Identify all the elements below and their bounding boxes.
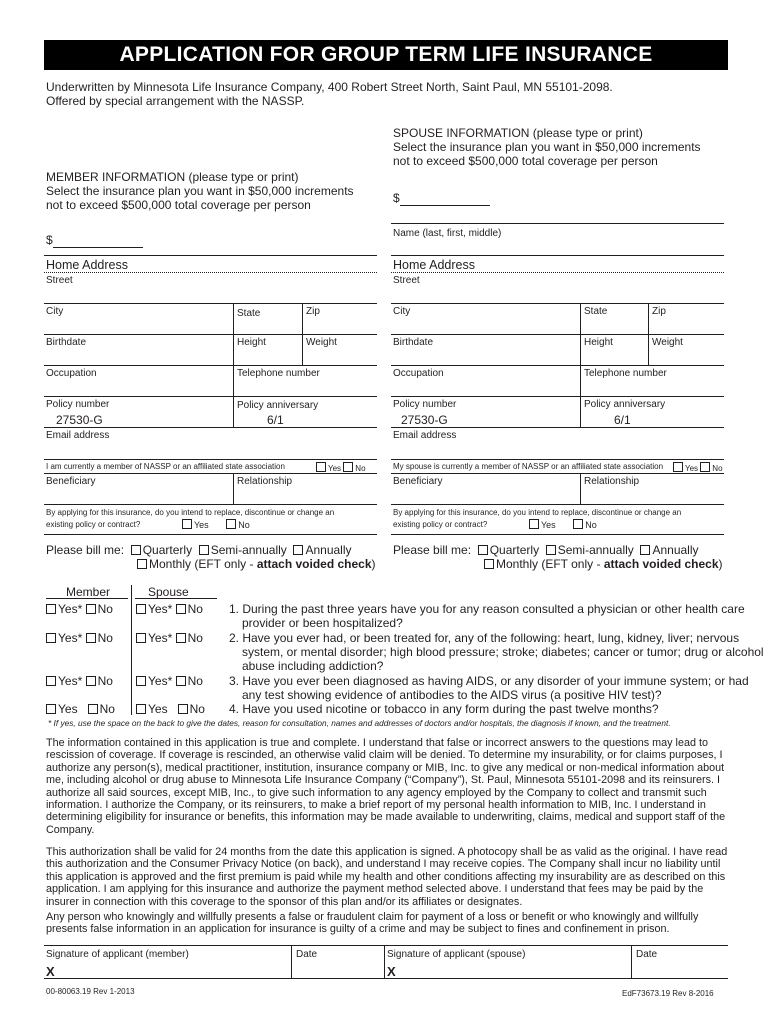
q3-spouse-yes-checkbox[interactable] (136, 676, 146, 686)
member-email-field[interactable]: Email address (46, 430, 110, 441)
spouse-birthdate-field[interactable]: Birthdate (393, 337, 434, 348)
q4-spouse-answers: Yes No (136, 702, 205, 717)
member-heading: MEMBER INFORMATION (please type or print) (46, 170, 299, 184)
q4-member-answers: Yes No (46, 702, 115, 717)
spouse-replace-options: Yes No (529, 519, 597, 531)
spouse-home-address-label: Home Address (393, 258, 475, 272)
spouse-replace-line1: By applying for this insurance, do you intend to replace, discontinue or change an (393, 508, 682, 517)
q3-member-no-checkbox[interactable] (86, 676, 96, 686)
member-state-field[interactable]: State (237, 308, 261, 319)
member-street-field[interactable]: Street (46, 275, 73, 286)
member-policy-number-label: Policy number (46, 399, 110, 410)
member-signature-field[interactable]: X (46, 964, 55, 979)
fraud-warning-paragraph: Any person who knowingly and willfully presents a false or fraudulent claim for payment of a loss or benefit or who knowingly and willfully presents false information in an application for insurance is guilty of a crime and may be subject to fines and confinement in prison. (46, 911, 699, 936)
member-replace-line2: existing policy or contract? (46, 520, 141, 529)
question-4: 4. Have you used nicotine or tobacco in any form during the past twelve months? (229, 702, 659, 716)
spouse-state-field[interactable]: State (584, 306, 608, 317)
question-1-line1: 1. During the past three years have you for any reason consulted a physician or other health care (229, 602, 745, 616)
q2-spouse-answers: Yes* No (136, 631, 203, 646)
member-zip-field[interactable]: Zip (306, 306, 320, 317)
member-replace-options: Yes No (182, 519, 250, 531)
q2-member-no-checkbox[interactable] (86, 633, 96, 643)
spouse-nassp-options: Yes No (673, 462, 723, 474)
q2-spouse-yes-checkbox[interactable] (136, 633, 146, 643)
spouse-signature-field[interactable]: X (387, 964, 396, 979)
q4-spouse-no-checkbox[interactable] (178, 704, 188, 714)
member-telephone-field[interactable]: Telephone number (237, 368, 320, 379)
spouse-telephone-field[interactable]: Telephone number (584, 368, 667, 379)
underwriter-text: Underwritten by Minnesota Life Insurance Company, 400 Robert Street North, Saint Paul, MN 55101-2098. (46, 80, 613, 94)
member-occupation-field[interactable]: Occupation (46, 368, 97, 379)
spouse-annually-checkbox[interactable] (640, 545, 650, 555)
q1-spouse-no-checkbox[interactable] (176, 604, 186, 614)
footer-form-number-right: EdF73673.19 Rev 8-2016 (622, 989, 714, 998)
member-date-field[interactable]: Date (296, 949, 318, 960)
spouse-select-line2: not to exceed $500,000 total coverage per person (393, 154, 658, 168)
spouse-replace-line2: existing policy or contract? (393, 520, 488, 529)
question-1-line2: provider or been hospitalized? (242, 616, 403, 630)
spouse-policy-anniversary-value: 6/1 (614, 413, 631, 427)
member-weight-field[interactable]: Weight (306, 337, 337, 348)
q4-spouse-yes-checkbox[interactable] (136, 704, 146, 714)
q2-member-yes-checkbox[interactable] (46, 633, 56, 643)
member-annually-checkbox[interactable] (293, 545, 303, 555)
q4-member-yes-checkbox[interactable] (46, 704, 56, 714)
question-2-line3: abuse including addiction? (242, 659, 384, 673)
member-quarterly-checkbox[interactable] (131, 545, 141, 555)
member-replace-no-checkbox[interactable] (226, 519, 236, 529)
authorization-paragraph-2: This authorization shall be valid for 24 months from the date this application is signed. A photocopy shall be as valid as the original. I have read this authorization and the Consumer Privacy Notice (on back), and understand I may receive copies. The Company shall incur no liability until this application is approved and the first premium is paid while my health and other conditions affecting my insurability are as described on this application. I am applying for this insurance and authorize the payment method selected above. I understand that fees may be paid by the insurer in connection with this coverage to the sponsor of this plan and/or its affiliates or designates. (46, 846, 728, 908)
member-policy-number-value: 27530-G (56, 413, 103, 427)
spouse-monthly-row: Monthly (EFT only - attach voided check) (484, 557, 723, 572)
q1-member-no-checkbox[interactable] (86, 604, 96, 614)
spouse-signature-label: Signature of applicant (spouse) (387, 949, 526, 960)
arrangement-text: Offered by special arrangement with the NASSP. (46, 94, 305, 108)
spouse-select-line1: Select the insurance plan you want in $50,000 increments (393, 140, 701, 154)
question-2-line2: system, or mental disorder; high blood pressure; stroke; diabetes; cancer or tumor; drug or alcohol (242, 645, 764, 659)
member-home-address-label: Home Address (46, 258, 128, 272)
member-signature-label: Signature of applicant (member) (46, 949, 189, 960)
spouse-city-field[interactable]: City (393, 306, 411, 317)
spouse-monthly-checkbox[interactable] (484, 559, 494, 569)
q3-spouse-no-checkbox[interactable] (176, 676, 186, 686)
member-policy-anniversary-label: Policy anniversary (237, 400, 319, 411)
spouse-nassp-no-checkbox[interactable] (700, 462, 710, 472)
spouse-zip-field[interactable]: Zip (652, 306, 666, 317)
member-replace-yes-checkbox[interactable] (182, 519, 192, 529)
authorization-paragraph-1: The information contained in this application is true and complete. I understand that false or incorrect answers to the questions may lead to rescission of coverage. If coverage is rescinded, an otherwise valid claim will be denied. To determine my insurability, or for claims purposes, I authorize any person(s), medical practitioner, institution, insurance company or MIB, Inc. to give any medical or non-medical information about me, including alcohol or drug abuse to Minnesota Life Insurance Company (“Company”), St. Paul, Minnesota 55101-2098 and its reinsurers. I authorize all said sources, except MIB, Inc., to give such information to any agency employed by the Company to collect and transmit such information. I authorize the Company, or its reinsurers, to make a brief report of my personal health information to MIB, Inc. I understand in determining eligibility for insurance or benefits, this information may be made available to underwriting, claims, medical and support staff of the Company. (46, 737, 726, 836)
member-relationship-field[interactable]: Relationship (237, 476, 293, 487)
member-beneficiary-field[interactable]: Beneficiary (46, 476, 96, 487)
member-nassp-question: I am currently a member of NASSP or an affiliated state association (46, 462, 285, 471)
q1-member-answers: Yes* No (46, 602, 113, 617)
spouse-amount-field[interactable] (393, 191, 490, 206)
question-3-line1: 3. Have you ever been diagnosed as having AIDS, or any disorder of your immune system; or had (229, 674, 749, 688)
spouse-policy-number-value: 27530-G (401, 413, 448, 427)
form-title: APPLICATION FOR GROUP TERM LIFE INSURANCE (44, 40, 728, 70)
member-semiannually-checkbox[interactable] (199, 545, 209, 555)
spouse-replace-no-checkbox[interactable] (573, 519, 583, 529)
spouse-relationship-field[interactable]: Relationship (584, 476, 640, 487)
q3-member-yes-checkbox[interactable] (46, 676, 56, 686)
member-nassp-options: Yes No (316, 462, 366, 474)
spouse-height-field[interactable]: Height (584, 337, 613, 348)
spouse-weight-field[interactable]: Weight (652, 337, 683, 348)
spouse-street-field[interactable]: Street (393, 275, 420, 286)
q2-member-answers: Yes* No (46, 631, 113, 646)
q4-member-no-checkbox[interactable] (88, 704, 98, 714)
q3-spouse-answers: Yes* No (136, 674, 203, 689)
spouse-occupation-field[interactable]: Occupation (393, 368, 444, 379)
member-monthly-checkbox[interactable] (137, 559, 147, 569)
spouse-name-field[interactable]: Name (last, first, middle) (393, 228, 502, 239)
question-2-line1: 2. Have you ever had, or been treated for, any of the following: heart, lung, kidney, liver; nervous (229, 631, 740, 645)
spouse-bill-row: Please bill me: Quarterly Semi-annually Annually (393, 543, 699, 557)
member-monthly-row: Monthly (EFT only - attach voided check) (137, 557, 376, 572)
spouse-nassp-yes-checkbox[interactable] (673, 462, 683, 472)
spouse-email-field[interactable]: Email address (393, 430, 457, 441)
q1-spouse-yes-checkbox[interactable] (136, 604, 146, 614)
member-bill-row: Please bill me: Quarterly Semi-annually Annually (46, 543, 352, 557)
spouse-heading: SPOUSE INFORMATION (please type or print) (393, 126, 643, 140)
footer-form-number-left: 00-80063.19 Rev 1-2013 (46, 987, 135, 996)
q2-spouse-no-checkbox[interactable] (176, 633, 186, 643)
spouse-semiannually-checkbox[interactable] (546, 545, 556, 555)
q3-member-answers: Yes* No (46, 674, 113, 689)
member-select-line1: Select the insurance plan you want in $50,000 increments (46, 184, 354, 198)
member-select-line2: not to exceed $500,000 total coverage per person (46, 198, 311, 212)
spouse-nassp-question: My spouse is currently a member of NASSP or an affiliated state association (393, 462, 664, 471)
q1-spouse-answers: Yes* No (136, 602, 203, 617)
member-column-header: Member (66, 585, 111, 599)
spouse-column-header: Spouse (148, 585, 189, 599)
spouse-beneficiary-field[interactable]: Beneficiary (393, 476, 443, 487)
question-3-line2: any test showing evidence of antibodies to the AIDS virus (a positive HIV test)? (242, 688, 662, 702)
member-amount-field[interactable] (46, 233, 143, 248)
dollar-sign: $ (393, 191, 400, 205)
spouse-date-field[interactable]: Date (636, 949, 658, 960)
member-nassp-no-checkbox[interactable] (343, 462, 353, 472)
member-nassp-yes-checkbox[interactable] (316, 462, 326, 472)
spouse-quarterly-checkbox[interactable] (478, 545, 488, 555)
member-replace-line1: By applying for this insurance, do you intend to replace, discontinue or change an (46, 508, 335, 517)
member-height-field[interactable]: Height (237, 337, 266, 348)
q1-member-yes-checkbox[interactable] (46, 604, 56, 614)
dollar-sign: $ (46, 233, 53, 247)
spouse-replace-yes-checkbox[interactable] (529, 519, 539, 529)
member-city-field[interactable]: City (46, 306, 64, 317)
spouse-policy-anniversary-label: Policy anniversary (584, 399, 666, 410)
health-footnote: * If yes, use the space on the back to give the dates, reason for consultation, names and addresses of doctors and/or hospitals, the diagnosis if known, and the treatment. (48, 718, 671, 728)
member-policy-anniversary-value: 6/1 (267, 413, 284, 427)
spouse-policy-number-label: Policy number (393, 399, 457, 410)
member-birthdate-field[interactable]: Birthdate (46, 337, 87, 348)
